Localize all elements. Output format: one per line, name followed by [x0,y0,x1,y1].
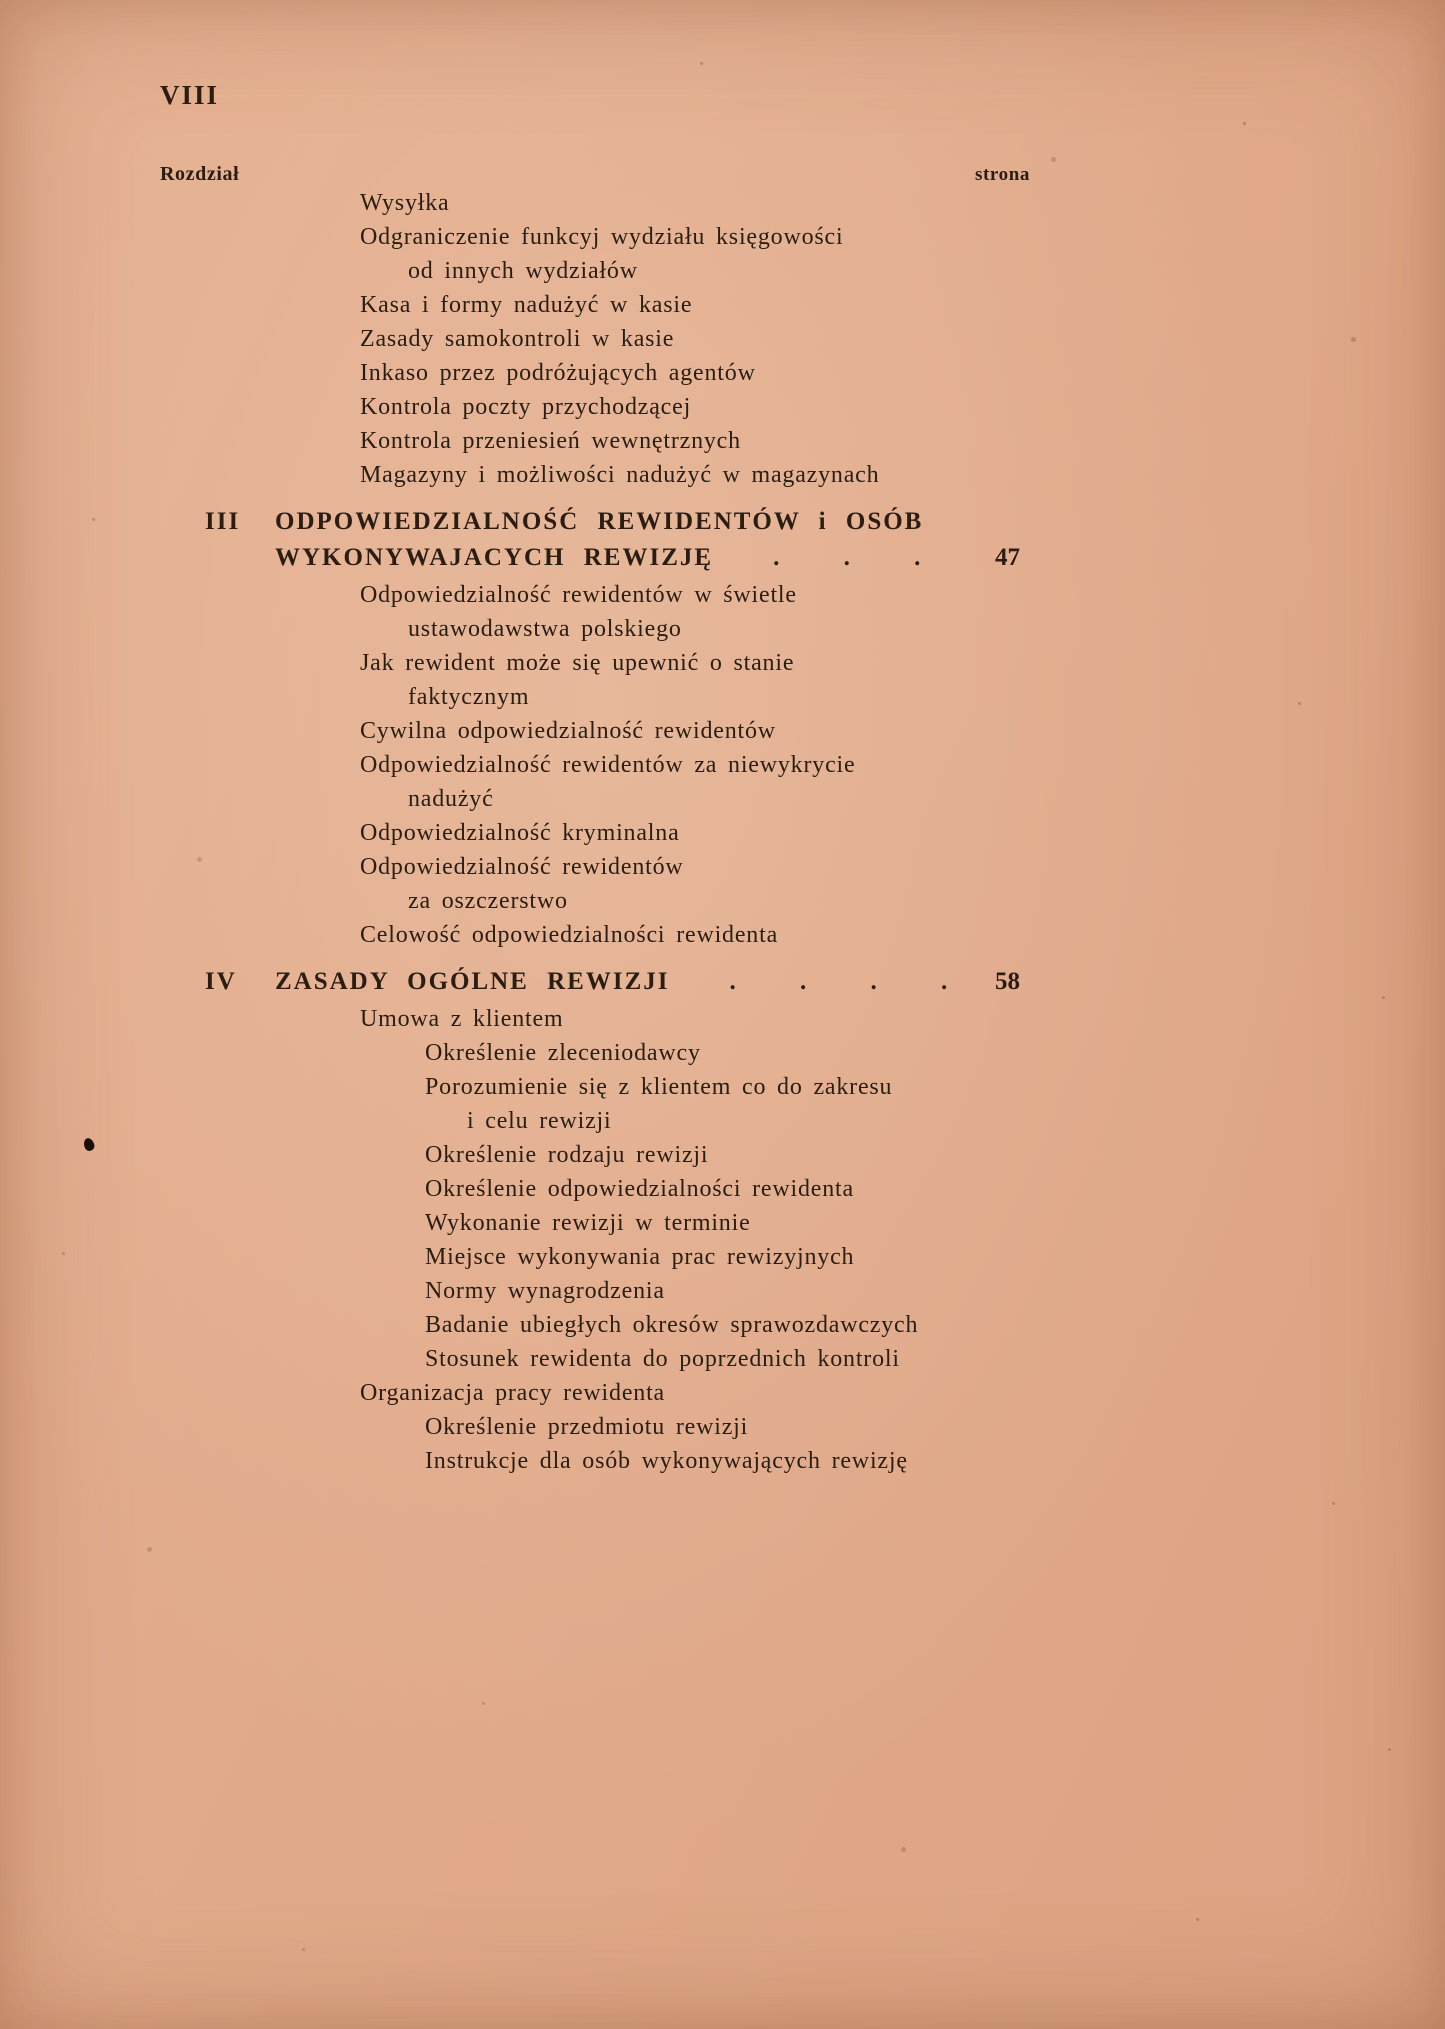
toc-item [360,356,1030,390]
toc-item [360,288,1030,322]
toc-item-text: Magazyny i możliwości nadużyć w magazynach [360,462,880,488]
chapter-title-text: ODPOWIEDZIALNOŚĆ REWIDENTÓW i OSÓB [275,508,924,535]
toc-item-text: Odpowiedzialność rewidentów w świetle [360,582,797,608]
toc-item [360,646,1030,714]
chapter-entry [160,964,1030,1000]
toc-header-row [160,163,1030,186]
toc-item-text: Badanie ubiegłych okresów sprawozdawczych [425,1312,919,1338]
toc-item-text: Organizacja pracy rewidenta [360,1380,666,1406]
toc-item [425,1138,1030,1172]
toc-item [360,186,1030,220]
toc-item [425,1274,1030,1308]
toc-item [360,458,1030,492]
column-header-chapter: Rozdział [160,163,240,185]
chapter-number: IV [205,968,237,995]
toc-item-continuation: ustawodawstwa polskiego [408,616,682,642]
toc-item-text: Wysyłka [360,190,450,216]
toc-item-text: Kontrola poczty przychodzącej [360,394,692,420]
toc-item-continuation: i celu rewizji [467,1108,612,1134]
toc-item [425,1308,1030,1342]
toc-item-text: Umowa z klientem [360,1006,564,1032]
toc-item-text: Określenie przedmiotu rewizji [425,1414,749,1440]
toc-item-text: Stosunek rewidenta do poprzednich kontroli [425,1346,900,1372]
toc-item-text: Kasa i formy nadużyć w kasie [360,292,693,318]
toc-item-text: Określenie rodzaju rewizji [425,1142,709,1168]
column-header-page: strona [975,164,1030,185]
toc-item [360,1002,1030,1036]
toc-item-text: Kontrola przeniesień wewnętrznych [360,428,741,454]
toc-item-text: Instrukcje dla osób wykonywających rewizję [425,1448,908,1474]
toc-item-text: Odpowiedzialność kryminalna [360,820,680,846]
dot-leader: . . . . [729,968,948,995]
toc-item [425,1342,1030,1376]
toc-item-text: Określenie zleceniodawcy [425,1040,701,1066]
toc-item-text: Normy wynagrodzenia [425,1278,665,1304]
chapter-title [275,504,1030,576]
toc-entries [160,186,1030,1478]
toc-item-continuation: od innych wydziałów [408,258,638,284]
toc-item-continuation: nadużyć [408,786,494,812]
chapter-title [275,964,1030,1000]
toc-item [425,1206,1030,1240]
paper-speckles [0,0,3,3]
chapter-entry [160,504,1030,576]
toc-item-text: Wykonanie rewizji w terminie [425,1210,751,1236]
chapter-title-line [275,964,1030,1000]
toc-item [360,748,1030,816]
toc-item-text: Miejsce wykonywania prac rewizyjnych [425,1244,855,1270]
toc-item [425,1410,1030,1444]
toc-item-text: Cywilna odpowiedzialność rewidentów [360,718,776,744]
toc-item [425,1172,1030,1206]
toc-item [360,714,1030,748]
toc-item [360,322,1030,356]
chapter-page-number: 58 [995,968,1020,995]
chapter-title-line [275,540,1030,576]
chapter-number: III [205,508,241,535]
chapter-title-line [275,504,1030,540]
toc-item [425,1036,1030,1070]
toc-item-text: Inkaso przez podróżujących agentów [360,360,756,386]
toc-item-text: Zasady samokontroli w kasie [360,326,675,352]
toc-item-continuation: za oszczerstwo [408,888,568,914]
ink-blot [82,1137,96,1152]
toc-item-text: Jak rewident może się upewnić o stanie [360,650,795,676]
toc-item [360,578,1030,646]
toc-item-text: Odpowiedzialność rewidentów [360,854,684,880]
toc-item [360,918,1030,952]
toc-item [425,1070,1030,1138]
toc-item [360,850,1030,918]
folio-number: VIII [160,80,220,110]
toc-item [360,816,1030,850]
toc-item [360,390,1030,424]
toc-item [425,1444,1030,1478]
toc-item-text: Porozumienie się z klientem co do zakresu [425,1074,893,1100]
toc-item-text: Określenie odpowiedzialności rewidenta [425,1176,854,1202]
toc-item-text: Odpowiedzialność rewidentów za niewykrycie [360,752,856,778]
chapter-title-text: ZASADY OGÓLNE REWIZJI [275,968,670,995]
toc-item [360,1376,1030,1410]
toc-item-text: Celowość odpowiedzialności rewidenta [360,922,779,948]
chapter-title-text: WYKONYWAJACYCH REWIZJĘ [275,544,714,571]
toc-item-continuation: faktycznym [408,684,530,710]
toc-item [425,1240,1030,1274]
chapter-page-number: 47 [995,544,1020,571]
toc-item-text: Odgraniczenie funkcyj wydziału księgowości [360,224,844,250]
toc-item [360,220,1030,288]
dot-leader: . . . [773,544,921,571]
toc-item [360,424,1030,458]
